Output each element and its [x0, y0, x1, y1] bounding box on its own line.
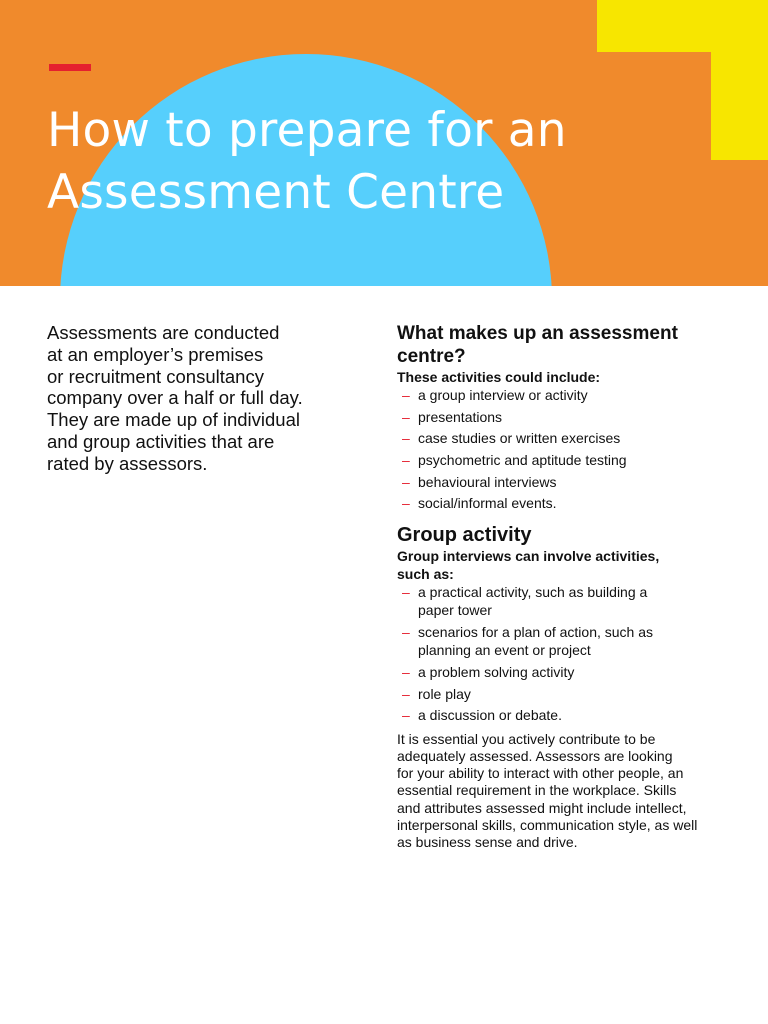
bullet-dash: –: [402, 387, 410, 403]
bullet-dash: –: [402, 495, 410, 512]
list-item-text: planning an event or project: [418, 642, 591, 659]
intro-line: Assessments are conducted: [47, 322, 280, 343]
list-item-text: paper tower: [418, 602, 492, 619]
intro-line: at an employer’s premises: [47, 343, 264, 365]
paragraph-line: and attributes assessed might include intellect,: [397, 799, 687, 816]
list-item-text: presentations: [418, 408, 503, 425]
group-activities-list: [397, 583, 737, 724]
list-item: [397, 685, 737, 703]
list-item-text: scenarios for a plan of action, such as: [418, 624, 654, 641]
list-item: [397, 663, 737, 681]
intro-line: They are made up of individual: [47, 409, 300, 431]
header-banner: [0, 0, 768, 286]
list-item-text: a practical activity, such as building a: [418, 584, 648, 601]
list-item: [397, 473, 737, 491]
intro-line: or recruitment consultancy: [47, 365, 264, 387]
list-item-text: behavioural interviews: [418, 473, 557, 490]
activities-list: [397, 386, 737, 512]
bullet-dash: –: [402, 452, 410, 469]
list-item: [397, 386, 737, 404]
list-item-text: role play: [418, 685, 471, 702]
section-heading-group-activity: Group activity: [397, 524, 532, 547]
list-item-text: a group interview or activity: [418, 387, 588, 403]
accent-dash: [49, 64, 91, 71]
paragraph-line: as business sense and drive.: [397, 833, 578, 850]
subheading-line: Group interviews can involve activities,: [397, 548, 660, 565]
list-item-text: a problem solving activity: [418, 663, 575, 680]
right-column: [397, 322, 737, 851]
list-item: [397, 408, 737, 426]
bullet-dash: –: [402, 685, 410, 702]
section-heading-assessment-centre: [397, 322, 737, 368]
list-item-text: case studies or written exercises: [418, 430, 621, 447]
bullet-dash: –: [402, 663, 410, 680]
intro-line: company over a half or full day.: [47, 387, 303, 409]
page-title: [47, 100, 747, 224]
list-item: [397, 429, 737, 447]
assessment-paragraph: [397, 731, 737, 851]
subheading-line: such as:: [397, 566, 454, 583]
decorative-yellow-block: [597, 0, 768, 52]
bullet-dash: –: [402, 430, 410, 447]
list-item-text: psychometric and aptitude testing: [418, 452, 627, 469]
intro-line: and group activities that are: [47, 430, 275, 452]
heading-line: What makes up an assessment: [397, 323, 678, 344]
paragraph-line: adequately assessed. Assessors are looking: [397, 748, 673, 765]
bullet-dash: –: [402, 473, 410, 490]
paragraph-line: essential requirement in the workplace. Skills: [397, 782, 677, 799]
intro-line: rated by assessors.: [47, 452, 208, 474]
bullet-dash: –: [402, 584, 410, 601]
list-item: [397, 494, 737, 512]
list-item-text: a discussion or debate.: [418, 707, 562, 724]
intro-paragraph: [47, 322, 367, 475]
page-title-line: Assessment Centre: [47, 165, 505, 220]
list-item: [397, 623, 737, 659]
list-item: [397, 583, 737, 619]
paragraph-line: It is essential you actively contribute to be: [397, 731, 656, 748]
paragraph-line: for your ability to interact with other people, an: [397, 765, 684, 782]
list-item: [397, 451, 737, 469]
bullet-dash: –: [402, 707, 410, 724]
section-subheading: [397, 547, 737, 583]
bullet-dash: –: [402, 624, 410, 641]
heading-line: centre?: [397, 346, 466, 367]
bullet-dash: –: [402, 408, 410, 425]
section-subheading: These activities could include:: [397, 369, 601, 385]
list-item-text: social/informal events.: [418, 495, 557, 512]
list-item: [397, 706, 737, 724]
page-title-line: How to prepare for an: [47, 103, 567, 158]
paragraph-line: interpersonal skills, communication style, as well: [397, 816, 698, 833]
